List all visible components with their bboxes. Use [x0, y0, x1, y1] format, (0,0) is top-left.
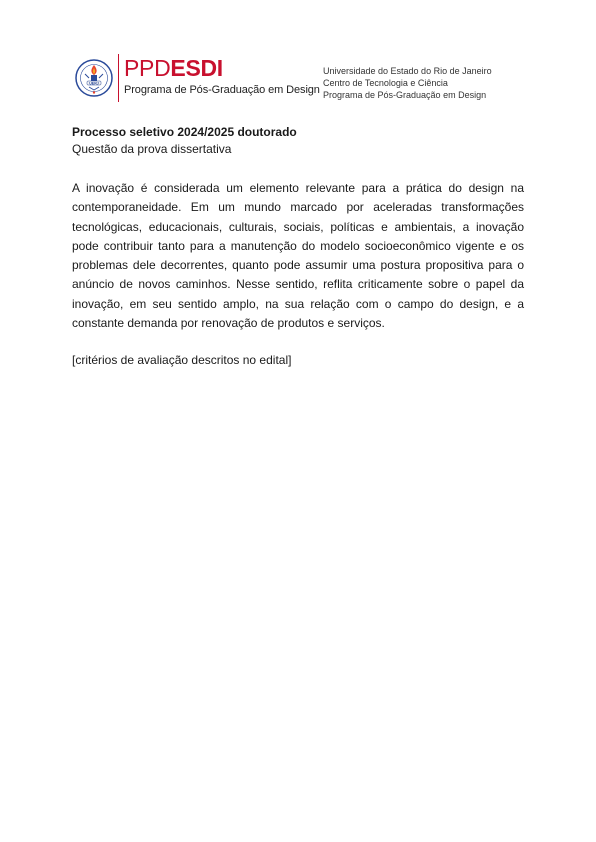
- institution-line-university: Universidade do Estado do Rio de Janeiro: [323, 66, 492, 76]
- institution-line-center: Centro de Tecnologia e Ciência: [323, 78, 448, 88]
- brand-name-ppd: PPD: [124, 55, 171, 81]
- institution-block: [323, 65, 492, 101]
- brand-name-esdi: ESDI: [170, 55, 223, 81]
- institution-line-program: Programa de Pós-Graduação em Design: [323, 90, 487, 100]
- question-paragraph: A inovação é considerada um elemento relevante para a prática do design na contemporaneidade. Em um mundo marcado por aceleradas transformações tecnológicas, educacionais, culturais, sociais, políticas e ambientais, a inovação pode contribuir tanto para a manutenção do modelo socioeconômico vigente e os problemas dele decorrentes, quanto pode assumir uma postura propositiva para o anúncio de novos caminhos. Nesse sentido, reflita criticamente sobre o papel da inovação, em seu sentido amplo, na sua relação com o campo do design, e a constante demanda por renovação de produtos e serviços.: [72, 181, 524, 331]
- logo-divider: [118, 54, 119, 102]
- evaluation-note: [critérios de avaliação descritos no edital]: [72, 353, 292, 368]
- brand-name: [124, 55, 320, 81]
- document-header: [0, 0, 596, 110]
- document-subtitle: Questão da prova dissertativa: [72, 142, 232, 156]
- document-title: Processo seletivo 2024/2025 doutorado: [72, 125, 297, 139]
- ppdesdi-logo: [124, 55, 320, 97]
- seal-text: UERJ: [89, 81, 99, 86]
- document-content: [72, 124, 524, 381]
- uerj-seal-logo: [74, 56, 114, 100]
- brand-subtitle: Programa de Pós-Graduação em Design: [124, 84, 320, 96]
